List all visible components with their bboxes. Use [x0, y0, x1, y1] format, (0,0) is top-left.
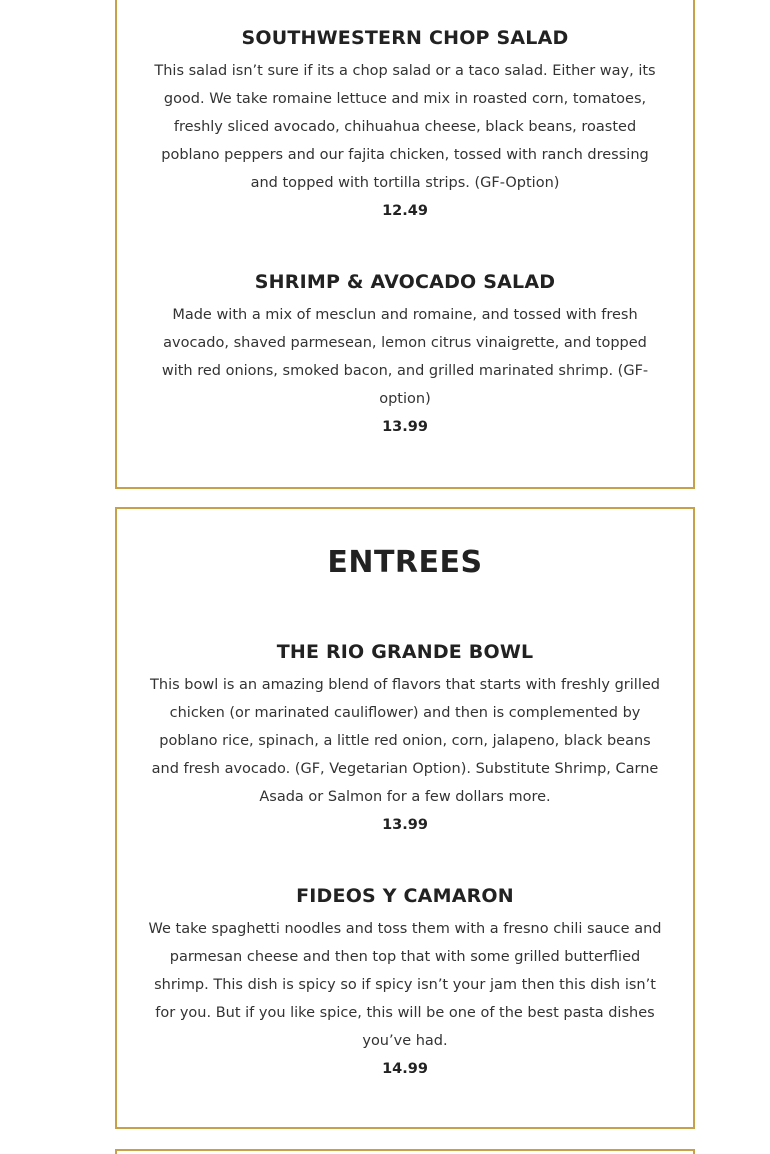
item-name: FIDEOS Y CAMARON — [296, 885, 514, 907]
menu-item-fideos-y-camaron — [147, 883, 663, 1083]
item-description: We take spaghetti noodles and toss them with a fresno chili sauce and parmesan cheese and then top that with some grilled butterflied shrimp. This dish is spicy so if spicy isn’t your jam then this dish isn’t for you. But if you like spice, this will be one of the best pasta dishes you’ve had. — [148, 921, 662, 1049]
item-description: This salad isn’t sure if its a chop salad or a taco salad. Either way, its good. We take romaine lettuce and mix in roasted corn, tomatoes, freshly sliced avocado, chihuahua cheese, black beans, roasted poblano peppers and our fajita chicken, tossed with ranch dressing and topped with tortilla strips. (GF-Option) — [154, 63, 656, 191]
item-name: THE RIO GRANDE BOWL — [276, 641, 534, 663]
menu-item-rio-grande-bowl — [147, 639, 663, 839]
salads-section — [115, 0, 695, 489]
item-description: This bowl is an amazing blend of flavors that starts with freshly grilled chicken (or marinated cauliflower) and then is complemented by poblano rice, spinach, a little red onion, corn, jalapeno, black beans and fresh avocado. (GF, Vegetarian Option). Substitute Shrimp, Carne Asada or Salmon for a few dollars more. — [150, 677, 660, 805]
menu-item-shrimp-avocado-salad — [147, 269, 663, 441]
menu-item-southwestern-chop-salad — [147, 25, 663, 225]
item-price: 14.99 — [382, 1061, 428, 1077]
entrees-section — [115, 507, 695, 1129]
item-description: Made with a mix of mesclun and romaine, and tossed with fresh avocado, shaved parmesean, lemon citrus vinaigrette, and topped with red onions, smoked bacon, and grilled marinated shrimp. (GF-option) — [161, 307, 649, 407]
item-price: 13.99 — [382, 817, 428, 833]
section-title: ENTREES — [327, 545, 483, 580]
item-name: SOUTHWESTERN CHOP SALAD — [241, 27, 569, 49]
item-name: SHRIMP & AVOCADO SALAD — [254, 271, 556, 293]
item-price: 12.49 — [382, 203, 428, 219]
item-price: 13.99 — [382, 419, 428, 435]
next-section — [115, 1149, 695, 1154]
